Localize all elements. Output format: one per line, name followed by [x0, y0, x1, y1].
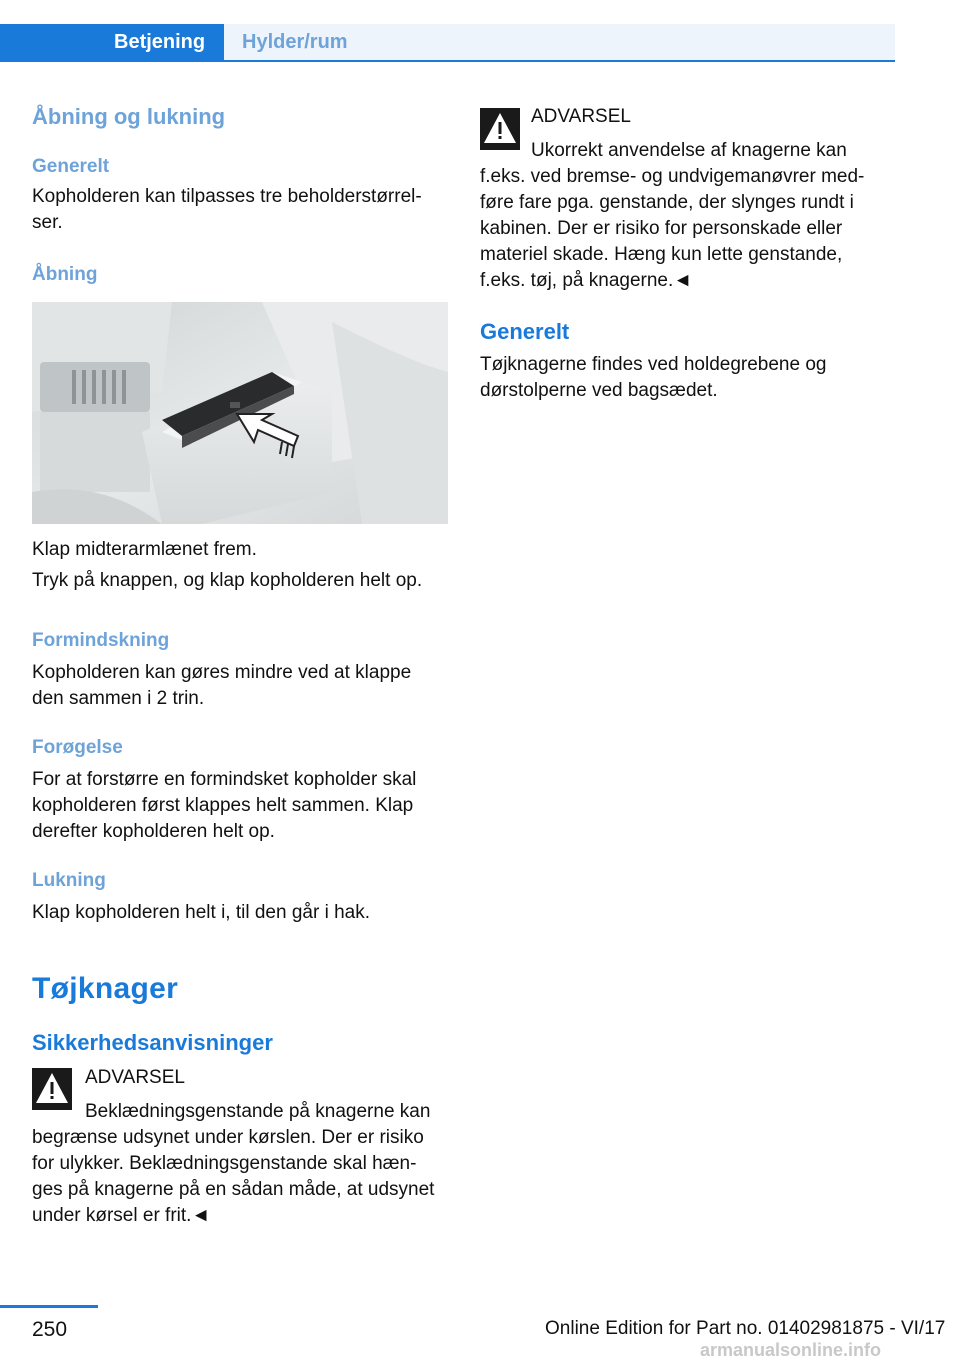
paragraph-generelt-line-2: ser. [32, 212, 63, 233]
cupholder-illustration [32, 302, 448, 524]
subheading-formindskning: Formindskning [32, 630, 170, 651]
warning-left-line-5: under kørsel er frit.◄ [32, 1205, 211, 1226]
paragraph-generelt-right-line-2: dørstolperne ved bagsædet. [480, 380, 718, 401]
warning-icon [32, 1068, 72, 1110]
paragraph-generelt-right-line-1: Tøjknagerne findes ved holdegrebene og [480, 354, 827, 375]
section-title-tojknager: Tøjknager [32, 972, 179, 1005]
warning-right-line-2: f.eks. ved bremse- og undvigemanøvrer med- [480, 166, 865, 187]
paragraph-lukning: Klap kopholderen helt i, til den går i hak. [32, 902, 370, 923]
warning-label-right: ADVARSEL [531, 106, 631, 127]
cupholder-illustration-icon [32, 302, 448, 524]
watermark: armanualsonline.info [700, 1340, 882, 1360]
edition-text: Online Edition for Part no. 01402981875 - VI/17 [545, 1318, 946, 1339]
warning-right-line-3: føre fare pga. genstande, der slynges rundt i [480, 192, 854, 213]
subheading-sikkerhedsanvisninger: Sikkerhedsanvisninger [32, 1030, 273, 1055]
warning-right-line-1: Ukorrekt anvendelse af knagerne kan [531, 140, 847, 161]
warning-right-line-5: materiel skade. Hæng kun lette genstande, [480, 244, 843, 265]
warning-label-left: ADVARSEL [85, 1067, 185, 1088]
warning-right-line-4: kabinen. Der er risiko for personskade eller [480, 218, 843, 239]
subheading-forogelse: Forøgelse [32, 737, 123, 758]
warning-left-line-3: for ulykker. Beklædningsgenstande skal hæn- [32, 1153, 417, 1174]
step-1-text: Klap midterarmlænet frem. [32, 539, 257, 560]
warning-left-line-2: begrænse udsynet under kørslen. Der er risiko [32, 1127, 424, 1148]
paragraph-formindskning-line-1: Kopholderen kan gøres mindre ved at klappe [32, 662, 412, 683]
subheading-lukning: Lukning [32, 870, 106, 891]
paragraph-generelt-line-1: Kopholderen kan tilpasses tre beholderstørrel- [32, 186, 422, 207]
chapter-tabbar [0, 24, 895, 62]
step-2-text: Tryk på knappen, og klap kopholderen helt op. [32, 570, 423, 591]
paragraph-forogelse-line-3: derefter kopholderen helt op. [32, 821, 275, 842]
header-divider [0, 60, 895, 62]
tab-betjening[interactable]: Betjening [0, 24, 224, 60]
warning-left-line-1: Beklædningsgenstande på knagerne kan [85, 1101, 431, 1122]
subheading-aabning: Åbning [32, 264, 98, 285]
warning-left-line-4: ges på knagerne på en sådan måde, at udsynet [32, 1179, 435, 1200]
warning-icon [480, 108, 520, 150]
section-title-aabning-og-lukning: Åbning og lukning [32, 104, 226, 129]
paragraph-formindskning-line-2: den sammen i 2 trin. [32, 688, 205, 709]
paragraph-forogelse-line-2: kopholderen først klappes helt sammen. Klap [32, 795, 414, 816]
warning-right-line-6: f.eks. tøj, på knagerne.◄ [480, 270, 693, 291]
page-number: 250 [32, 1318, 68, 1341]
subheading-generelt: Generelt [32, 156, 110, 177]
subheading-generelt-right: Generelt [480, 319, 570, 344]
tab-hylder-rum[interactable]: Hylder/rum [224, 24, 895, 60]
footer-accent-line [0, 1305, 98, 1308]
paragraph-forogelse-line-1: For at forstørre en formindsket kopholder skal [32, 769, 417, 790]
